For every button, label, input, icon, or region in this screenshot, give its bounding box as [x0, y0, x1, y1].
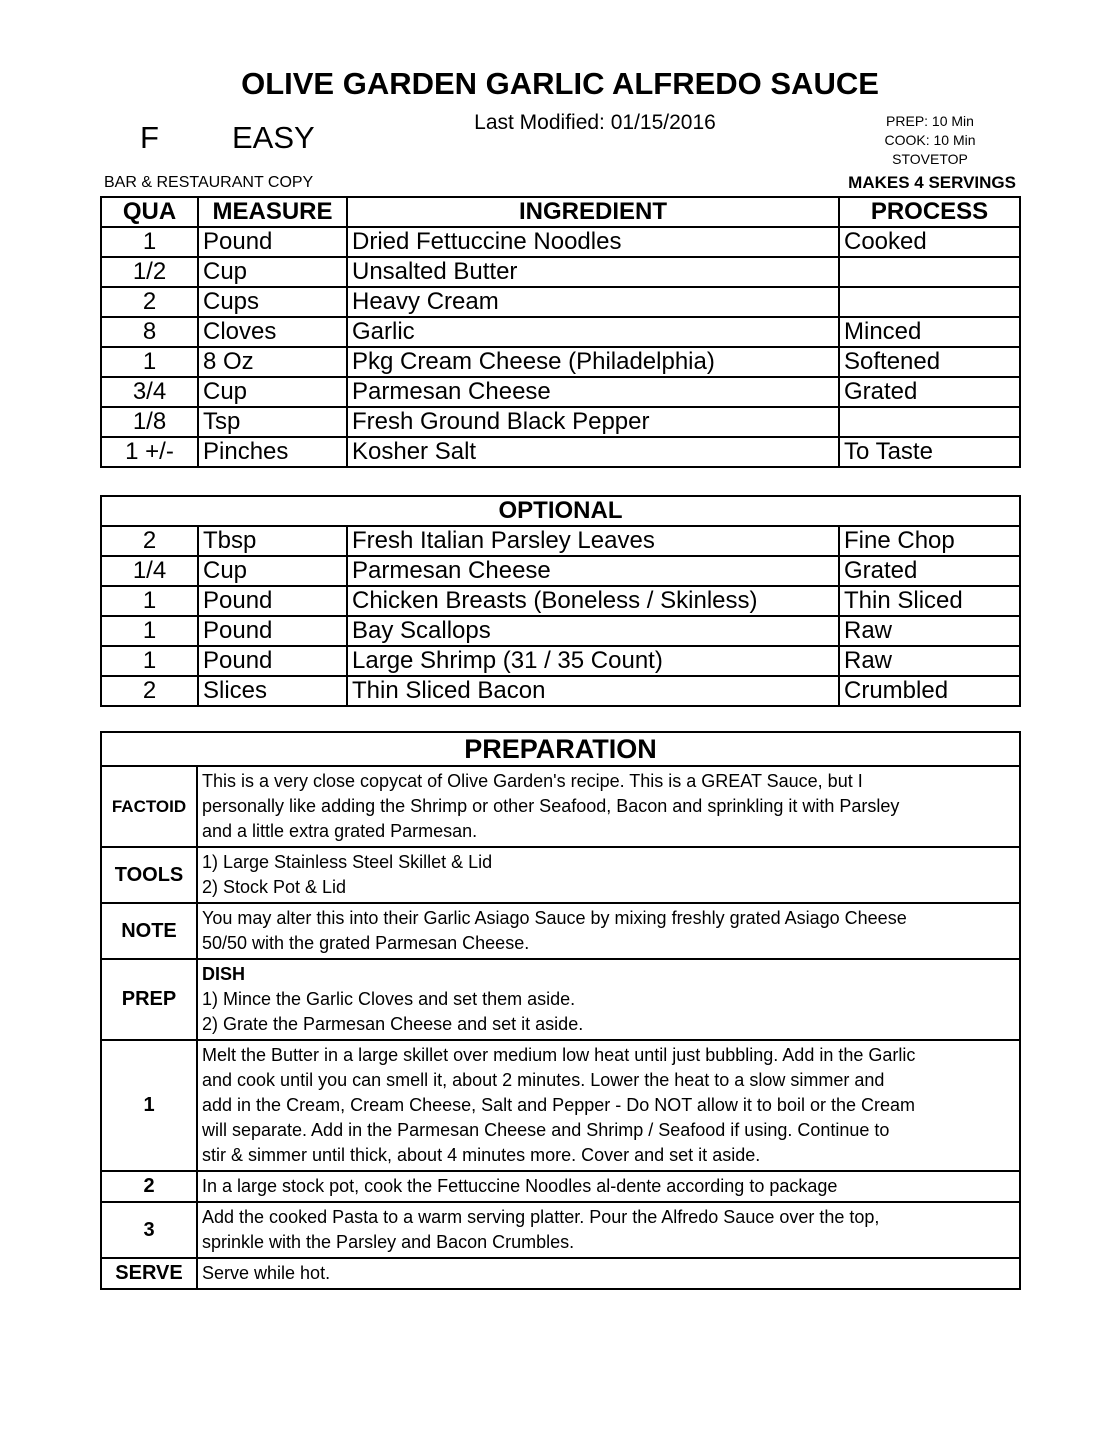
cell-measure: 8 Oz — [198, 347, 347, 377]
servings-label: MAKES 4 SERVINGS — [848, 173, 1016, 192]
prep-label-note: NOTE — [101, 903, 197, 959]
cell-qty: 2 — [101, 676, 198, 706]
cell-process: Thin Sliced — [839, 586, 1020, 616]
text-line: This is a very close copycat of Olive Garden's recipe. This is a GREAT Sauce, but I — [202, 771, 863, 791]
prep-label-step-1: 1 — [101, 1040, 197, 1171]
timing-info — [860, 112, 1000, 169]
prep-row-tools — [101, 847, 1020, 903]
text-line: and cook until you can smell it, about 2 minutes. Lower the heat to a slow simmer and — [202, 1070, 885, 1090]
optional-ingredients-table — [100, 495, 1021, 707]
ingredient-row — [101, 287, 1020, 317]
copy-label: BAR & RESTAURANT COPY — [104, 174, 314, 191]
text-line: sprinkle with the Parsley and Bacon Crumbles. — [202, 1232, 575, 1252]
prep-row-step-3 — [101, 1202, 1020, 1258]
cell-qty: 1/4 — [101, 556, 198, 586]
prep-label-step-3: 3 — [101, 1202, 197, 1258]
prep-text-factoid — [197, 766, 1020, 847]
prep-text-tools — [197, 847, 1020, 903]
prep-text-step-1 — [197, 1040, 1020, 1171]
preparation-caption: PREPARATION — [101, 732, 1020, 766]
cell-qty: 1/2 — [101, 257, 198, 287]
cell-measure: Pound — [198, 227, 347, 257]
column-header-qty: QUA — [101, 197, 198, 227]
prep-label-factoid: FACTOID — [101, 766, 197, 847]
cell-ingredient: Pkg Cream Cheese (Philadelphia) — [347, 347, 839, 377]
cell-ingredient: Thin Sliced Bacon — [347, 676, 839, 706]
text-line: will separate. Add in the Parmesan Cheese and Shrimp / Seafood if using. Continue to — [202, 1120, 890, 1140]
optional-ingredient-row — [101, 646, 1020, 676]
cell-measure: Pound — [198, 646, 347, 676]
text-line: stir & simmer until thick, about 4 minutes more. Cover and set it aside. — [202, 1145, 761, 1165]
cell-measure: Cup — [198, 257, 347, 287]
cell-process — [839, 257, 1020, 287]
prep-row-prep — [101, 959, 1020, 1040]
text-line: 1) Large Stainless Steel Skillet & Lid — [202, 852, 493, 872]
text-line: You may alter this into their Garlic Asiago Sauce by mixing freshly grated Asiago Cheese — [202, 908, 907, 928]
prep-row-note — [101, 903, 1020, 959]
text-line: 50/50 with the grated Parmesan Cheese. — [202, 933, 530, 953]
cell-ingredient: Fresh Ground Black Pepper — [347, 407, 839, 437]
cook-method: STOVETOP — [892, 151, 968, 167]
cell-process — [839, 287, 1020, 317]
optional-ingredient-row — [101, 586, 1020, 616]
column-header-measure: MEASURE — [198, 197, 347, 227]
cell-ingredient: Garlic — [347, 317, 839, 347]
cell-measure: Cup — [198, 556, 347, 586]
optional-caption-row — [101, 496, 1020, 526]
prep-text-note — [197, 903, 1020, 959]
cell-process: Raw — [839, 616, 1020, 646]
cell-qty: 1 — [101, 347, 198, 377]
text-line: 2) Stock Pot & Lid — [202, 877, 347, 897]
text-line: In a large stock pot, cook the Fettuccine Noodles al-dente according to package — [202, 1176, 838, 1196]
cell-qty: 1 — [101, 646, 198, 676]
cell-measure: Pinches — [198, 437, 347, 467]
ingredients-header-row — [101, 197, 1020, 227]
prep-time: PREP: 10 Min — [886, 113, 974, 129]
cell-measure: Slices — [198, 676, 347, 706]
cell-qty: 1 — [101, 586, 198, 616]
ingredient-row — [101, 227, 1020, 257]
ingredient-row — [101, 437, 1020, 467]
ingredient-row — [101, 407, 1020, 437]
optional-caption: OPTIONAL — [101, 496, 1020, 526]
prep-row-serve — [101, 1258, 1020, 1289]
cell-process: Grated — [839, 556, 1020, 586]
cell-measure: Cloves — [198, 317, 347, 347]
cell-measure: Tbsp — [198, 526, 347, 556]
cell-process: Fine Chop — [839, 526, 1020, 556]
preparation-table — [100, 731, 1021, 1290]
cell-ingredient: Parmesan Cheese — [347, 556, 839, 586]
cell-qty: 3/4 — [101, 377, 198, 407]
cell-process: Softened — [839, 347, 1020, 377]
cell-qty: 2 — [101, 287, 198, 317]
text-line: personally like adding the Shrimp or other Seafood, Bacon and sprinkling it with Parsley — [202, 796, 900, 816]
prep-label-prep: PREP — [101, 959, 197, 1040]
preparation-caption-row — [101, 732, 1020, 766]
cell-measure: Cups — [198, 287, 347, 317]
prep-subheading: DISH — [202, 964, 246, 984]
optional-ingredient-row — [101, 526, 1020, 556]
cell-qty: 1/8 — [101, 407, 198, 437]
text-line: Melt the Butter in a large skillet over medium low heat until just bubbling. Add in the Garlic — [202, 1045, 916, 1065]
prep-row-step-2 — [101, 1171, 1020, 1202]
difficulty-label: EASY — [232, 120, 315, 155]
text-line: 1) Mince the Garlic Cloves and set them aside. — [202, 989, 576, 1009]
cell-qty: 1 +/- — [101, 437, 198, 467]
ingredient-row — [101, 377, 1020, 407]
cell-process: Minced — [839, 317, 1020, 347]
cell-ingredient: Fresh Italian Parsley Leaves — [347, 526, 839, 556]
cell-qty: 2 — [101, 526, 198, 556]
text-line: Serve while hot. — [202, 1263, 331, 1283]
prep-text-step-2 — [197, 1171, 1020, 1202]
text-line: Add the cooked Pasta to a warm serving platter. Pour the Alfredo Sauce over the top, — [202, 1207, 880, 1227]
cell-ingredient: Large Shrimp (31 / 35 Count) — [347, 646, 839, 676]
ingredient-row — [101, 257, 1020, 287]
last-modified: Last Modified: 01/15/2016 — [474, 111, 716, 134]
text-line: 2) Grate the Parmesan Cheese and set it aside. — [202, 1014, 584, 1034]
prep-text-step-3 — [197, 1202, 1020, 1258]
prep-label-serve: SERVE — [101, 1258, 197, 1289]
prep-row-factoid — [101, 766, 1020, 847]
cook-time: COOK: 10 Min — [884, 132, 976, 148]
cell-measure: Pound — [198, 586, 347, 616]
prep-text-prep — [197, 959, 1020, 1040]
cell-qty: 8 — [101, 317, 198, 347]
prep-label-tools: TOOLS — [101, 847, 197, 903]
optional-ingredient-row — [101, 556, 1020, 586]
cell-ingredient: Unsalted Butter — [347, 257, 839, 287]
ingredient-row — [101, 317, 1020, 347]
column-header-process: PROCESS — [839, 197, 1020, 227]
cell-ingredient: Bay Scallops — [347, 616, 839, 646]
prep-text-serve — [197, 1258, 1020, 1289]
ingredient-row — [101, 347, 1020, 377]
cell-process: Raw — [839, 646, 1020, 676]
text-line: add in the Cream, Cream Cheese, Salt and Pepper - Do NOT allow it to boil or the Cream — [202, 1095, 915, 1115]
grade-label: F — [140, 120, 159, 155]
cell-ingredient: Kosher Salt — [347, 437, 839, 467]
cell-qty: 1 — [101, 616, 198, 646]
cell-process: To Taste — [839, 437, 1020, 467]
text-line: and a little extra grated Parmesan. — [202, 821, 478, 841]
cell-measure: Tsp — [198, 407, 347, 437]
cell-measure: Pound — [198, 616, 347, 646]
cell-ingredient: Parmesan Cheese — [347, 377, 839, 407]
cell-process: Grated — [839, 377, 1020, 407]
ingredients-table — [100, 196, 1021, 468]
cell-measure: Cup — [198, 377, 347, 407]
optional-ingredient-row — [101, 616, 1020, 646]
cell-ingredient: Dried Fettuccine Noodles — [347, 227, 839, 257]
cell-process — [839, 407, 1020, 437]
cell-process: Crumbled — [839, 676, 1020, 706]
cell-ingredient: Chicken Breasts (Boneless / Skinless) — [347, 586, 839, 616]
column-header-ingredient: INGREDIENT — [347, 197, 839, 227]
cell-ingredient: Heavy Cream — [347, 287, 839, 317]
recipe-title: OLIVE GARDEN GARLIC ALFREDO SAUCE — [241, 66, 879, 101]
cell-qty: 1 — [101, 227, 198, 257]
optional-ingredient-row — [101, 676, 1020, 706]
prep-row-step-1 — [101, 1040, 1020, 1171]
cell-process: Cooked — [839, 227, 1020, 257]
prep-label-step-2: 2 — [101, 1171, 197, 1202]
